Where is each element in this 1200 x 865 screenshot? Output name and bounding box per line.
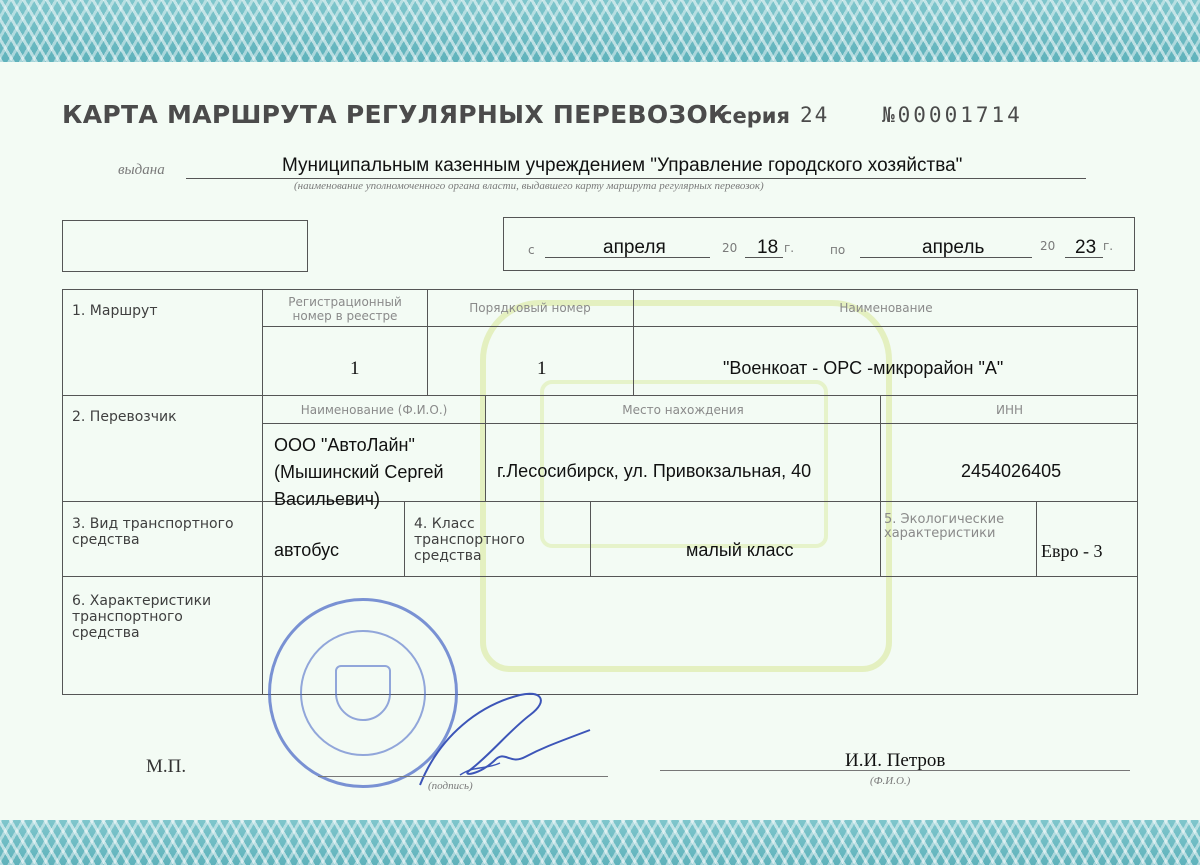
route-col-reg-header: Регистрационный номер в реестре xyxy=(288,295,402,323)
seria-value: 24 xyxy=(800,103,830,127)
fio-label: (Ф.И.О.) xyxy=(870,775,911,787)
stamp-place-label: М.П. xyxy=(146,756,187,777)
validity-to-month: апрель xyxy=(922,237,985,258)
table-row-divider xyxy=(62,576,1138,577)
table-col-divider xyxy=(427,289,428,395)
table-col-divider xyxy=(485,395,486,501)
validity-from-year-prefix: 20 xyxy=(722,241,738,255)
carrier-inn-value: 2454026405 xyxy=(961,461,1062,481)
table-col-divider xyxy=(880,395,881,501)
route-col-order-header: Порядковый номер xyxy=(469,301,591,315)
route-reg-value: 1 xyxy=(350,358,360,379)
carrier-name-value: ООО "АвтоЛайн" (Мышинский Сергей Васильевич) xyxy=(274,435,444,509)
signature-line xyxy=(318,776,608,777)
table-row-divider xyxy=(62,501,1138,502)
carrier-col-name-header: Наименование (Ф.И.О.) xyxy=(300,403,448,417)
validity-to-label: по xyxy=(830,243,846,257)
table-subheader-divider xyxy=(262,423,1138,424)
decorative-top-band xyxy=(0,0,1200,62)
seria-label: серия xyxy=(720,104,790,128)
validity-from-year: 18 xyxy=(757,237,779,258)
issued-label: выдана xyxy=(118,162,165,178)
table-col-divider xyxy=(633,289,634,395)
route-col-name-header: Наименование xyxy=(839,301,933,315)
table-row-divider xyxy=(62,395,1138,396)
table-col-divider xyxy=(590,501,591,576)
characteristics-label: 6. Характеристики транспортного средства xyxy=(72,593,212,641)
route-name-value: "Военкоат - ОРС -микрорайон "А" xyxy=(723,358,1004,378)
validity-from-month: апреля xyxy=(603,237,666,258)
validity-from-label: с xyxy=(528,243,535,257)
vehicle-type-value: автобус xyxy=(274,540,339,560)
carrier-col-inn-header: ИНН xyxy=(995,403,1024,417)
carrier-col-location-header: Место нахождения xyxy=(622,403,744,417)
issued-note: (наименование уполномоченного органа власти, выдавшего карту маршрута регулярных перевозок) xyxy=(294,180,764,192)
validity-to-year-prefix: 20 xyxy=(1040,239,1056,253)
issued-underline xyxy=(186,178,1086,179)
validity-from-year-suffix: г. xyxy=(784,241,795,255)
carrier-location-value: г.Лесосибирск, ул. Привокзальная, 40 xyxy=(497,461,812,481)
fio-value: И.И. Петров xyxy=(845,750,946,771)
coat-of-arms-icon xyxy=(335,665,391,721)
document-number: №00001714 xyxy=(882,103,1023,127)
route-label: 1. Маршрут xyxy=(72,303,158,319)
table-subheader-divider xyxy=(262,326,1138,327)
issued-value: Муниципальным казенным учреждением "Управление городского хозяйства" xyxy=(282,155,963,176)
signature-label: (подпись) xyxy=(428,780,473,792)
validity-to-year: 23 xyxy=(1075,237,1097,258)
carrier-label: 2. Перевозчик xyxy=(72,409,177,425)
table-col-divider xyxy=(1036,501,1037,576)
vehicle-class-label: 4. Класс транспортного средства xyxy=(414,516,525,564)
document-title: КАРТА МАРШРУТА РЕГУЛЯРНЫХ ПЕРЕВОЗОК xyxy=(62,100,729,129)
table-col-divider xyxy=(880,501,881,576)
vehicle-eco-value: Евро - 3 xyxy=(1041,541,1103,561)
route-order-value: 1 xyxy=(537,358,547,379)
validity-to-year-suffix: г. xyxy=(1103,239,1114,253)
vehicle-eco-label: 5. Экологические характеристики xyxy=(884,512,1005,541)
table-label-column-divider xyxy=(262,289,263,695)
vehicle-class-value: малый класс xyxy=(686,540,794,560)
vehicle-type-label: 3. Вид транспортного средства xyxy=(72,516,234,548)
decorative-bottom-band xyxy=(0,820,1200,865)
empty-box xyxy=(62,220,308,272)
